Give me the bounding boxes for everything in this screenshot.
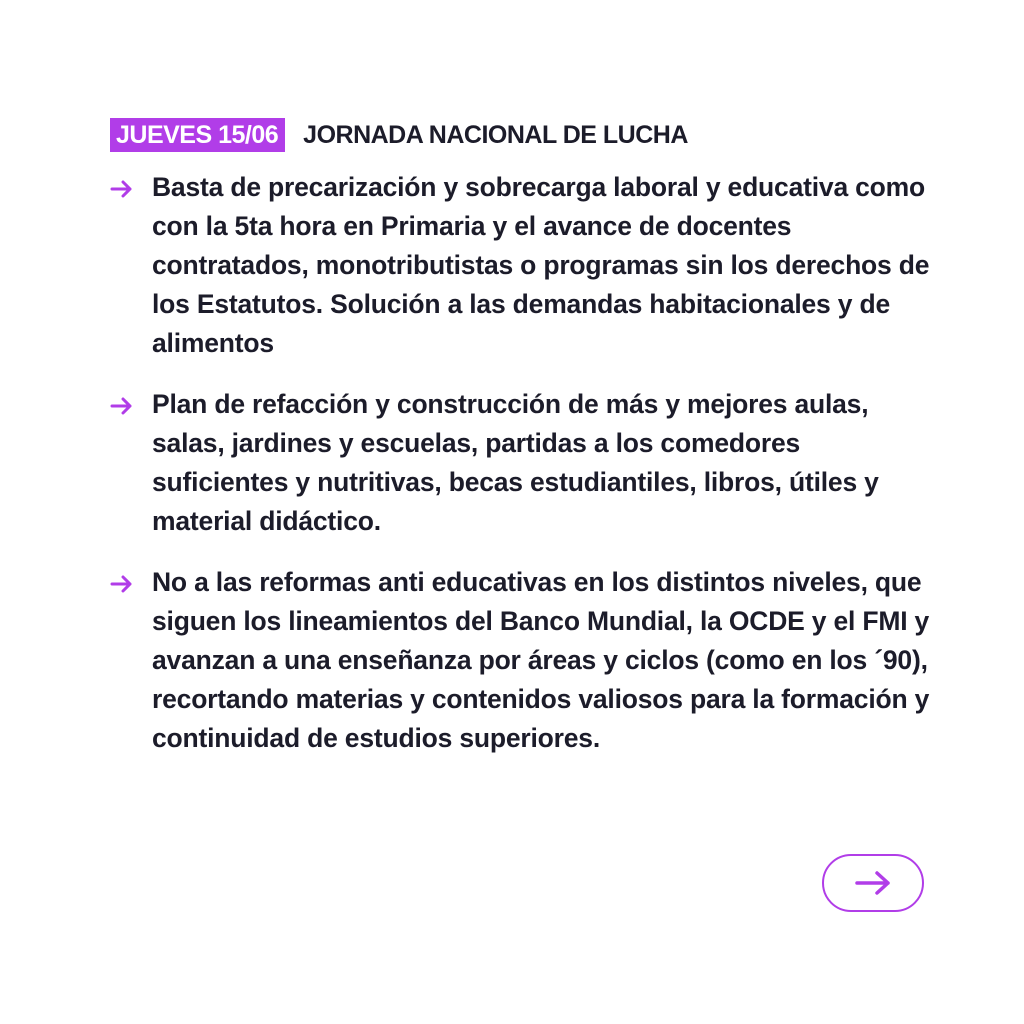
list-item <box>110 563 940 758</box>
date-badge: JUEVES 15/06 <box>110 118 285 152</box>
demands-list <box>110 168 940 758</box>
arrow-right-icon <box>110 397 134 415</box>
list-item-text: Basta de precarización y sobrecarga laboral y educativa como con la 5ta hora en Primaria y el avance de docentes contratados, monotributistas o programas sin los derechos de los Estatutos. Solución a las demandas habitacionales y de alimentos <box>152 172 930 358</box>
arrow-right-icon <box>110 180 134 198</box>
event-title: JORNADA NACIONAL DE LUCHA <box>303 121 688 149</box>
next-slide-button[interactable] <box>822 854 924 912</box>
arrow-right-icon <box>851 868 895 898</box>
list-item-text: Plan de refacción y construcción de más y mejores aulas, salas, jardines y escuelas, partidas a los comedores suficientes y nutritivas, becas estudiantiles, libros, útiles y material didáctico. <box>152 389 879 536</box>
list-item <box>110 168 940 363</box>
list-item-text: No a las reformas anti educativas en los distintos niveles, que siguen los lineamientos del Banco Mundial, la OCDE y el FMI y avanzan a una enseñanza por áreas y ciclos (como en los ´90), recortando materias y contenidos valiosos para la formación y continuidad de estudios superiores. <box>152 567 930 753</box>
list-item <box>110 385 940 541</box>
header <box>110 118 688 152</box>
arrow-right-icon <box>110 575 134 593</box>
